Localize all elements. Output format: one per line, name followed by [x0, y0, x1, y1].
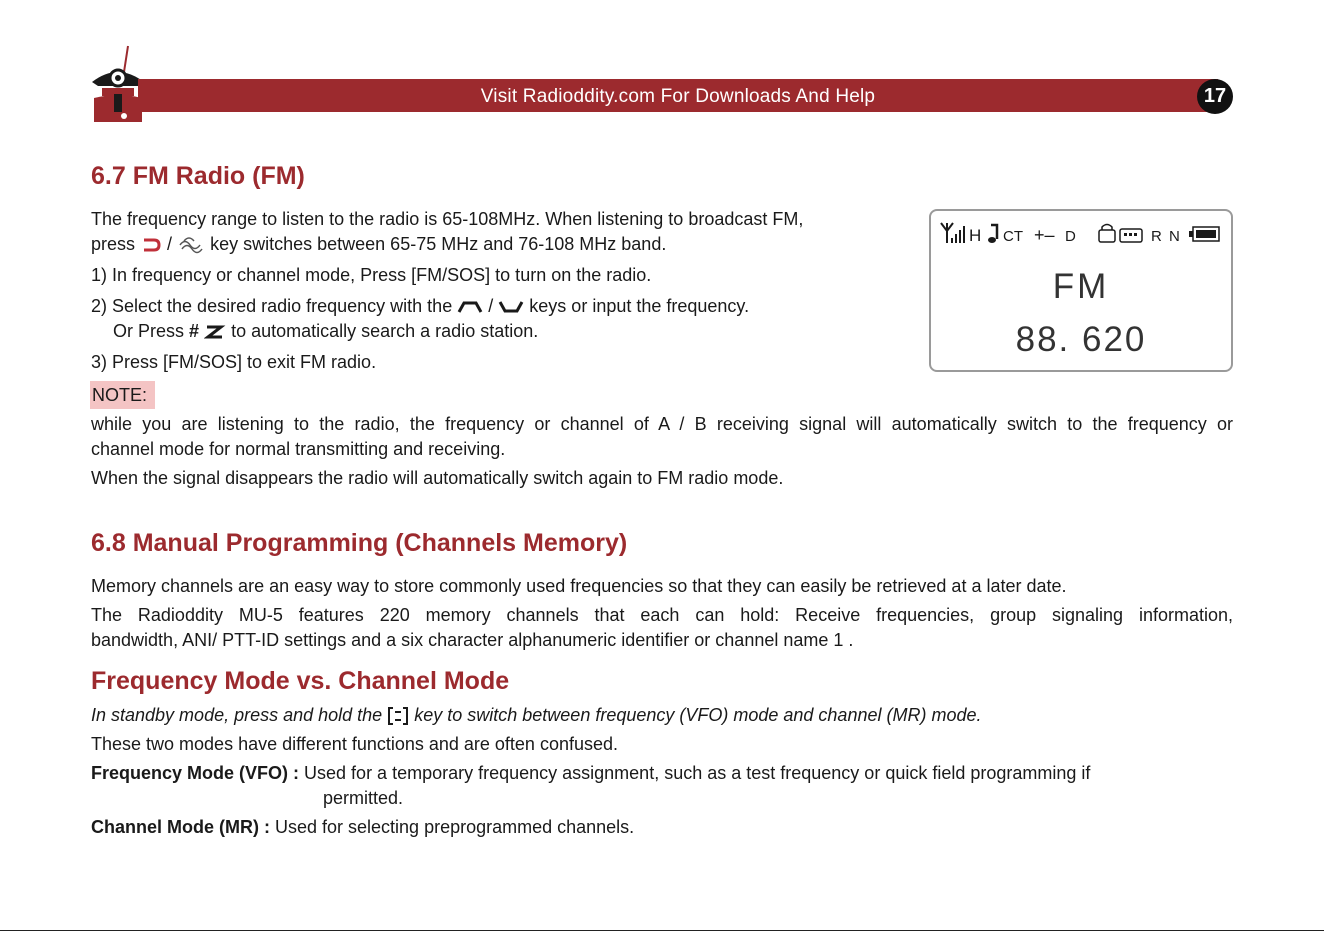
lcd-frequency-text: 88. 620 — [1015, 320, 1147, 359]
vfo-label: Frequency Mode (VFO) : — [91, 763, 300, 783]
section-title-modes: Frequency Mode vs. Channel Mode — [91, 667, 510, 695]
note-line3: When the signal disappears the radio will automatically switch again to FM radio mode. — [91, 468, 784, 488]
fm-step-2-slash: / — [488, 296, 494, 316]
keypad-icon — [1120, 229, 1142, 242]
mr-definition — [91, 815, 634, 840]
vfo-text-cont: permitted. — [323, 788, 404, 808]
modes-standby — [91, 703, 982, 728]
lcd-n: N — [1169, 228, 1180, 245]
scan-waves-icon — [177, 236, 205, 254]
fm-intro-press: press — [91, 234, 136, 254]
fm-step-2b — [113, 319, 538, 344]
lcd-plusminus: +– — [1034, 225, 1055, 245]
bottom-rule — [0, 930, 1324, 931]
fm-step-2-text: 2) Select the desired radio frequency with the — [91, 296, 453, 316]
modes-confused: These two modes have different functions and are often confused. — [91, 734, 619, 754]
return-arrow-icon — [140, 237, 162, 253]
vfo-text: Used for a temporary frequency assignment, such as a test frequency or quick field programming if — [304, 763, 1091, 783]
music-note-icon — [988, 225, 997, 243]
vfo-mr-key-icon — [387, 706, 409, 726]
note-line2: channel mode for normal transmitting and receiving. — [91, 439, 506, 459]
note-line1: while you are listening to the radio, the frequency or channel of A / B receiving signal will automatically switch to the frequency or — [91, 414, 1233, 434]
fm-step-3: 3) Press [FM/SOS] to exit FM radio. — [91, 352, 377, 372]
modes-standby-rest: key to switch between frequency (VFO) mode and channel (MR) mode. — [414, 705, 982, 725]
hash-key-icon: # — [189, 321, 200, 341]
lcd-r: R — [1151, 228, 1162, 245]
signal-antenna-icon — [941, 223, 965, 243]
mr-label: Channel Mode (MR) : — [91, 817, 270, 837]
vfo-definition — [91, 761, 1090, 786]
modes-standby-text: In standby mode, press and hold the — [91, 705, 383, 725]
section-title-manual: 6.8 Manual Programming (Channels Memory) — [91, 529, 628, 557]
lcd-band-text: FM — [1052, 267, 1110, 306]
fm-intro-slash: / — [167, 234, 173, 254]
fm-step-2b-rest: to automatically search a radio station. — [231, 321, 539, 341]
up-key-icon — [457, 300, 483, 314]
fm-step-1: 1) In frequency or channel mode, Press [FM/SOS] to turn on the radio. — [91, 265, 652, 285]
fm-step-2b-text: Or Press — [113, 321, 185, 341]
lcd-display — [929, 209, 1233, 372]
lcd-status-bar — [939, 221, 1223, 245]
z-search-icon — [204, 324, 226, 340]
fm-step-2-rest: keys or input the frequency. — [529, 296, 750, 316]
fm-step-2 — [91, 294, 749, 319]
lock-icon — [1099, 225, 1115, 243]
manual-para2-line2: bandwidth, ANI/ PTT-ID settings and a six character alphanumeric identifier or channel name 1 . — [91, 630, 854, 650]
note-label: NOTE: — [90, 381, 155, 409]
fm-intro-line2 — [91, 232, 666, 257]
page-number-badge: 17 — [1197, 79, 1233, 114]
lcd-h: H — [969, 226, 982, 245]
section-title-fm: 6.7 FM Radio (FM) — [91, 162, 305, 190]
header-banner: Visit Radioddity.com For Downloads And Help — [138, 79, 1218, 112]
down-key-icon — [498, 300, 524, 314]
lcd-ct: CT — [1003, 228, 1023, 245]
lcd-d: D — [1065, 228, 1076, 245]
battery-icon — [1189, 227, 1219, 241]
mr-text: Used for selecting preprogrammed channels. — [275, 817, 635, 837]
fm-intro-line1: The frequency range to listen to the radio is 65-108MHz. When listening to broadcast FM, — [91, 209, 804, 229]
fm-intro-rest: key switches between 65-75 MHz and 76-108 MHz band. — [210, 234, 667, 254]
manual-para1: Memory channels are an easy way to store commonly used frequencies so that they can easily be retrieved at a later date. — [91, 576, 1067, 596]
manual-para2-line1: The Radioddity MU-5 features 220 memory channels that each can hold: Receive frequencies, group signaling information, — [91, 605, 1233, 625]
